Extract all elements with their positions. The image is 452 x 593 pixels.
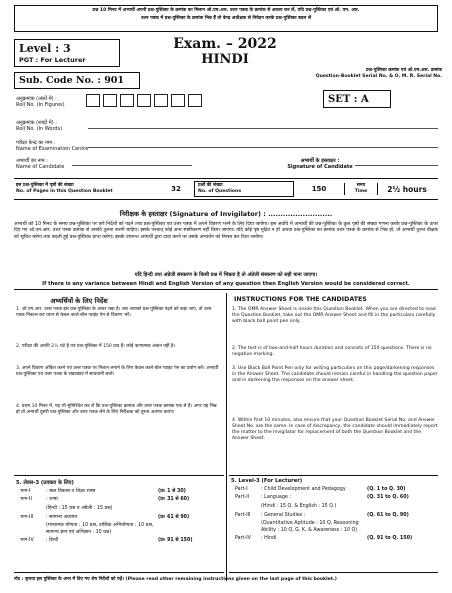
set-box — [323, 90, 391, 108]
booklet-serial — [238, 68, 442, 79]
part-name: भाग-II — [20, 497, 32, 503]
roll-words-en: Roll No. (In Words) — [16, 126, 63, 133]
part-range: (प्र० 31 से 60) — [158, 497, 190, 503]
level-en-title: 5. Level-3 (For Lecturer) — [231, 478, 303, 484]
subcode-box — [14, 72, 140, 89]
level-part-row — [20, 497, 224, 503]
part-desc: : Child Development and Pedagogy — [261, 486, 346, 492]
roll-fig-label — [16, 96, 65, 109]
part-name: Part-III — [235, 512, 251, 518]
pages-hi: इस प्रश्न-पुस्तिका में पृष्ठों की संख्या — [16, 183, 74, 189]
instr-en-3: 3. Use Black Ball Point Pen only for writing particulars on this page/darkening responses in the Answer Sheet. The candidate should remain careful in handling the question paper and in darkening the responses on the answer sheet. — [232, 366, 438, 384]
time-label — [344, 183, 378, 194]
roll-digit-box[interactable] — [154, 94, 168, 107]
part-range: (Q. 91 to Q. 150) — [367, 536, 413, 542]
top-notice — [14, 5, 438, 32]
questions-en: No. of Questions — [198, 189, 242, 194]
centre-label — [16, 140, 88, 153]
roll-fig-hi: अनुक्रमांक (अंकों में) : — [16, 96, 57, 102]
part-desc: (हिन्दी : 15 प्रश्न व अंग्रेजी : 15 प्रश्न) — [46, 505, 113, 511]
level-part-row — [20, 506, 224, 512]
level-parts-hi — [14, 475, 224, 573]
pages-en: No. of Pages in this Question Booklet — [16, 189, 113, 194]
part-name — [20, 506, 46, 512]
time-hi: समय — [356, 183, 366, 189]
level-title: Level : 3 — [19, 42, 71, 55]
candidate-hi: अभ्यर्थी का नाम : — [16, 158, 48, 164]
level-part-row — [20, 489, 224, 495]
centre-en: Name of Examination Centre — [16, 146, 89, 153]
part-name — [20, 523, 46, 535]
centre-field[interactable] — [88, 147, 438, 148]
roll-digit-box[interactable] — [188, 94, 202, 107]
roll-words-field[interactable] — [88, 128, 438, 129]
roll-digit-box[interactable] — [171, 94, 185, 107]
part-desc: : भाषा — [46, 497, 58, 503]
level-box — [14, 39, 120, 67]
instructions-title-en: INSTRUCTIONS FOR THE CANDIDATES — [234, 296, 367, 303]
questions-hi: प्रश्नों की संख्या — [198, 183, 223, 189]
part-name: भाग-IV — [20, 538, 34, 544]
pages-value: 32 — [171, 185, 181, 193]
part-desc: : बाल विकास व शिक्षा शास्त्र — [46, 488, 96, 494]
instr-hi-1: 1. ओ.एम.आर. उत्तर पत्रक इस प्रश्न-पुस्तिका के अन्दर रखा है। जब आपको प्रश्न-पुस्तिका पढ़ने को कहा जाए, तो उत्तर पत्रक निकाल कर ध्यान से केवल काले बॉल प्वाइंट पेन से विवरण भरें। — [16, 307, 212, 319]
part-desc: : Hindi — [261, 536, 277, 542]
part-name: Part-II — [235, 495, 250, 501]
part-name: भाग-III — [20, 514, 34, 520]
roll-words-label — [16, 120, 62, 133]
roll-words-hi: अनुक्रमांक (शब्दों में) : — [16, 120, 57, 126]
part-name: Part-IV — [235, 536, 251, 542]
part-name — [235, 521, 261, 533]
level-part-row — [20, 523, 224, 535]
booklet-serial-en: Question-Booklet Serial No. & O. M. R. Serial No. — [315, 73, 442, 79]
part-range: (Q. 1 to Q. 30) — [367, 486, 406, 492]
part-desc: : हिन्दी — [46, 538, 59, 544]
roll-number-boxes — [86, 94, 205, 107]
candidate-label — [16, 158, 64, 171]
info-row — [14, 178, 438, 200]
level-part-row — [20, 538, 224, 544]
level-part-row — [235, 495, 438, 501]
roll-fig-en: Roll No. (In Figures) — [16, 102, 65, 109]
roll-digit-box[interactable] — [120, 94, 134, 107]
time-en: Time — [354, 189, 368, 194]
roll-digit-box[interactable] — [86, 94, 100, 107]
part-range: (प्र० 61 से 90) — [158, 514, 190, 520]
part-desc: (Quantitative Aptitude : 10 Q, Reasoning Ability : 10 Q, G. K. & Awareness : 10 Q) — [261, 521, 359, 533]
signature-field[interactable] — [355, 165, 438, 166]
instr-hi-4: 4. प्रथम 10 मिनट में, यह भी सुनिश्चित कर लें कि प्रश्न-पुस्तिका क्रमांक और उत्तर पत्रक क्रमांक एक से हैं। अगर यह भिन्न हो तो अभ्यर्थी दूसरी प्रश्न-पुस्तिका और उत्तर पत्रक लेने के लिए निरीक्षक को तुरन्त अवगत कराएं। — [16, 404, 217, 416]
signature-hi: अभ्यर्थी के हस्ताक्षर : — [300, 158, 340, 164]
exam-header — [150, 36, 300, 67]
instr-en-2: 2. The test is of two-and-half hours duration and consists of 150 questions. There is no negative marking. — [232, 346, 432, 358]
part-desc: : General Studies : — [261, 512, 306, 518]
exam-title: Exam. – 2022 — [173, 36, 277, 52]
part-name: Part-I — [235, 486, 248, 492]
instr-hi-3: 3. अपने विवरण अंकित करने एवं उत्तर पत्रक पर निशान लगाने के लिए केवल काले बॉल प्वाइंट पेन का प्रयोग करें। अभ्यर्थी प्रश्न-पुस्तिका एवं उत्तर पत्रक के रखरखाव में सावधानी बरतें। — [16, 366, 219, 378]
instr-en-1: 1. The OMR Answer Sheet is inside this Question Booklet. When you are directed to read the Question Booklet, take out the OMR Answer Sheet and fill in the particulars carefully with black ball point pen only. — [232, 307, 436, 325]
part-desc: (Hindi : 15 Q. & English : 15 Q.) — [261, 503, 337, 509]
level-part-row — [235, 536, 438, 542]
roll-digit-box[interactable] — [103, 94, 117, 107]
level-part-row — [20, 515, 224, 521]
variance-note-en: If there is any variance between Hindi and English Version of any question then English Version would be considered correct. — [14, 281, 438, 290]
part-desc: : सामान्य अध्ययन — [46, 514, 78, 520]
booklet-serial-hi: प्रश्न-पुस्तिका क्रमांक एवं ओ.एम.आर. क्रमांक — [366, 68, 442, 73]
column-divider — [226, 293, 227, 581]
part-name: भाग-I — [20, 488, 31, 494]
signature-en: Signature of Candidate — [287, 164, 353, 171]
part-desc: (मात्रात्मक योग्यता : 10 प्रश्न, तार्किक अभियोग्यता : 10 प्रश्न, सामान्य ज्ञान एवं अभिज्ञान : 10 प्रश्न) — [46, 523, 154, 535]
instr-hi-2: 2. परीक्षा की अवधि 2½ घंटे है एवं प्रश्न-पुस्तिका में 150 प्रश्न हैं। कोई ऋणात्मक अंकन नहीं है। — [16, 344, 176, 349]
top-notice-line2: उत्तर पत्रक में प्रश्न-पुस्तिका के क्रमांक भिन्न हैं तो केन्द्र अधीक्षक से निवेदन करके प्रश्न-पुस्तिका बदल लें — [140, 15, 312, 21]
level-part-row — [235, 513, 438, 519]
candidate-field[interactable] — [72, 165, 192, 166]
part-desc: : Language : — [261, 495, 291, 501]
part-name — [235, 504, 261, 510]
part-range: (Q. 61 to Q. 90) — [367, 512, 409, 518]
footer-note: नोट : कृपया इस पुस्तिका के अन्त में दिए गए शेष निर्देशों को पढ़ें। (Please read other remaining instructions given on the last page of this booklet.) — [14, 577, 337, 582]
questions-value: 150 — [311, 185, 327, 193]
top-notice-line1: प्रश्न 10 मिनट में अभ्यर्थी अपनी प्रश्न-पुस्तिका के क्रमांक का मिलान ओ.एम.आर. उत्तर पत्रक के क्रमांक से अवश्य कर लें, यदि प्रश्न-पुस्तिका एवं ओ. एम. आर. — [92, 8, 360, 13]
part-range: (प्र० 1 से 30) — [158, 488, 186, 494]
roll-digit-box[interactable] — [137, 94, 151, 107]
level-part-row — [235, 521, 438, 533]
level-part-row — [235, 487, 438, 493]
variance-note-hi: यदि हिन्दी तथा अंग्रेजी संस्करण के किसी प्रश्न में भिन्नता है तो अंग्रेजी संस्करण को सही माना जाएगा। — [134, 272, 318, 278]
candidate-en: Name of Candidate — [16, 164, 65, 171]
intro-paragraph: अभ्यर्थी को 10 मिनट के समय प्रश्न-पुस्तिका पर छपे निर्देशों को पढ़ने तथा प्रश्न-पुस्तिका एवं उत्तर पत्रक में अपने विवरण भरने के लिए दिया जायेगा। इस अवधि में अभ्यर्थी की प्रश्न-पुस्तिका के कुल पृष्ठों की संख्या गणना करके प्रश्न-पुस्तिका के ऊपर दिए गए ओ.एम.आर. उत्तर पत्रक क्रमांक से उसकी तुलना करनी चाहिए। इसके पश्चात् कोई अन्य स्पष्टीकरण नहीं किया जाएगा। यदि कोई पृष्ठ मुद्रित न हो अथवा प्रश्न-पुस्तिका का क्रमांक उत्तर पत्रक के क्रमांक से भिन्न हो, तो अभ्यर्थी तुरन्त वीक्षक को सूचित करेगा तथा बदली हुई प्रश्न-पुस्तिका प्राप्त करेगा। इसके उपरान्त अभ्यर्थी द्वारा दावा करने पर उसके अभ्यर्थन को निरस्त कर दिया जायेगा। — [14, 222, 438, 240]
centre-hi: परीक्षा केन्द्र का नाम : — [16, 140, 56, 146]
set-label: SET : A — [328, 94, 369, 105]
level-sub: PGT : For Lecturer — [19, 56, 86, 64]
questions-label — [194, 181, 294, 196]
pages-label — [14, 183, 164, 194]
time-value: 2½ hours — [387, 184, 427, 194]
part-range: (प्र० 91 से 150) — [158, 538, 193, 544]
instructions-title-hi: अभ्यर्थियों के लिए निर्देश — [50, 297, 108, 305]
subcode: Sub. Code No. : 901 — [19, 75, 125, 86]
level-parts-en — [229, 475, 438, 573]
level-hi-title: 5. लेवल-3 (प्रवक्ता के लिए) — [16, 480, 74, 486]
instr-en-4: 4. Within first 10 minutes, also ensure that your Question Booklet Serial No. and Answer Sheet No. are the same. In case of discrepancy, the candidate should immediately report the matter to the Invigilator for replacement of both the Question Booklet and the Answer Sheet. — [232, 418, 438, 442]
level-part-row — [235, 504, 438, 510]
exam-subject: HINDI — [201, 52, 249, 67]
part-range: (Q. 31 to Q. 60) — [367, 495, 409, 501]
invigilator-signature: निरीक्षक के हस्ताक्षर (Signature of Invigilator) : .......................... — [119, 210, 333, 218]
